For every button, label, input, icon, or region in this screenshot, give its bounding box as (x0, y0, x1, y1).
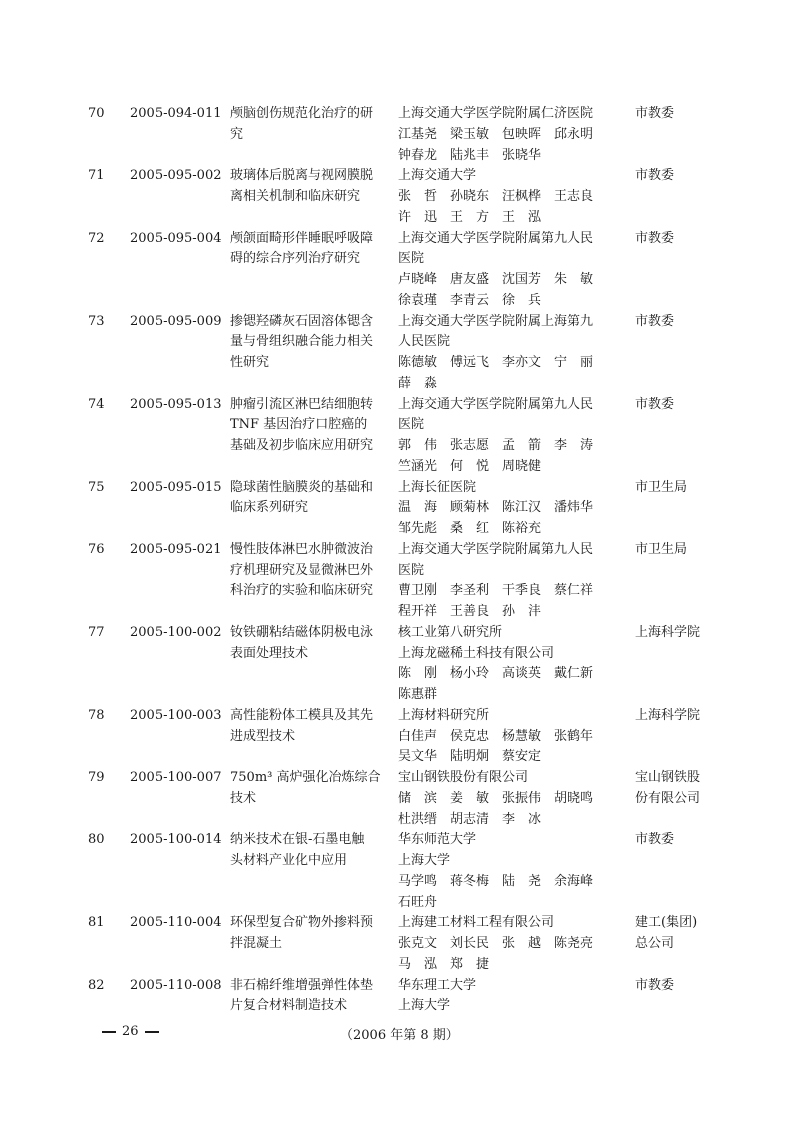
personnel-line (398, 291, 620, 312)
entry-code: 2005-100-002 (130, 624, 222, 640)
person-name: 江基尧 (398, 126, 438, 142)
person-name: 刘长民 (450, 936, 490, 951)
project-title-line: 玻璃体后脱离与视网膜脱 (230, 168, 374, 184)
organization-line: 华东理工大学 (398, 977, 477, 993)
page-number (96, 1024, 165, 1039)
entry-number: 71 (88, 168, 105, 184)
person-name: 陆 尧 (502, 873, 542, 889)
organization-line: 上海大学 (398, 998, 451, 1014)
entry-code: 2005-110-008 (130, 977, 222, 993)
person-name: 高谈英 (502, 666, 542, 682)
person-name: 顾菊林 (450, 500, 490, 516)
person-name: 孟 箭 (502, 438, 542, 453)
person-name: 蔡仁祥 (554, 583, 594, 599)
person-name: 郭 伟 (398, 438, 438, 453)
person-name: 徐 兵 (502, 292, 542, 308)
person-name: 李 冰 (502, 811, 542, 827)
entry-number: 74 (88, 396, 105, 412)
person-name: 梁玉敏 (450, 126, 490, 142)
person-name: 孙 沣 (502, 604, 542, 619)
project-title-line: 纳米技术在银-石墨电触 (230, 832, 365, 848)
person-name: 张振伟 (502, 790, 542, 806)
department-line: 上海科学院 (635, 624, 701, 640)
project-title (230, 768, 385, 810)
person-name: 傅远飞 (450, 355, 490, 370)
organization-line: 上海交通大学医学院附属第九人民 (398, 396, 594, 412)
department-line: 市教委 (635, 230, 675, 246)
person-name: 姜 敏 (450, 790, 490, 806)
organization-line: 上海长征医院 (398, 479, 477, 495)
project-title-line: 颅颌面畸形伴睡眠呼吸障 (230, 230, 374, 246)
entry-code: 2005-095-021 (130, 541, 222, 557)
organization-line: 核工业第八研究所 (398, 624, 503, 640)
person-name: 胡晓鸣 (554, 790, 594, 806)
personnel-line (398, 208, 620, 229)
recommending-department (635, 768, 710, 810)
organization-line: 上海大学 (398, 853, 451, 868)
personnel-line (398, 602, 620, 623)
person-name: 侯克忠 (450, 728, 490, 744)
personnel-line (398, 893, 620, 914)
entry-code: 2005-094-011 (130, 106, 222, 121)
recommending-department (635, 104, 710, 125)
department-line: 总公司 (635, 936, 675, 951)
organizations (398, 104, 620, 166)
person-name: 张克文 (398, 936, 438, 951)
person-name: 宁 丽 (554, 355, 594, 370)
person-name: 蔡安定 (502, 749, 542, 765)
personnel-line (398, 685, 620, 706)
project-title-line: 性研究 (230, 355, 270, 370)
dash-left (102, 1031, 116, 1033)
person-name: 张 越 (502, 936, 542, 951)
entry-code: 2005-095-002 (130, 168, 222, 184)
department-line: 市教委 (635, 977, 675, 993)
organization-line: 上海交通大学 (398, 168, 477, 184)
person-name: 王 泓 (502, 209, 542, 225)
person-name: 张晓华 (502, 147, 542, 163)
project-title (230, 104, 385, 146)
organizations (398, 913, 620, 975)
entry-code: 2005-095-009 (130, 313, 222, 329)
recommending-department (635, 913, 710, 955)
entry-number: 70 (88, 106, 105, 121)
personnel-line (398, 374, 620, 395)
person-name: 蒋冬梅 (450, 873, 490, 889)
recommending-department (635, 312, 710, 333)
organization-line: 人民医院 (398, 334, 451, 350)
entry-number: 73 (88, 313, 105, 329)
project-title-line: 究 (230, 126, 244, 142)
personnel-line (398, 955, 620, 976)
person-name: 包映晖 (502, 126, 542, 142)
organizations (398, 166, 620, 228)
person-name: 陈德敏 (398, 355, 438, 370)
project-title (230, 913, 385, 955)
person-name: 薛 淼 (398, 375, 438, 391)
department-line: 上海科学院 (635, 707, 701, 723)
person-name: 郑 捷 (450, 956, 490, 972)
person-name: 曹卫刚 (398, 583, 438, 599)
project-title (230, 166, 385, 208)
person-name: 许 迅 (398, 209, 438, 225)
project-title-line: 量与骨组织融合能力相关 (230, 334, 374, 350)
person-name: 何 悦 (450, 458, 490, 474)
personnel-line (398, 270, 620, 291)
project-title-line: 疗机理研究及显微淋巴外 (230, 562, 374, 578)
department-line: 宝山钢铁股 (635, 770, 701, 785)
personnel-line (398, 457, 620, 478)
personnel-line (398, 146, 620, 167)
person-name: 胡志清 (450, 811, 490, 827)
organizations (398, 976, 620, 1018)
organizations (398, 768, 620, 830)
person-name: 汪枫桦 (502, 189, 542, 204)
person-name: 张 哲 (398, 189, 438, 204)
entry-number: 77 (88, 624, 105, 640)
personnel-line (398, 187, 620, 208)
person-name: 吴文华 (398, 749, 438, 765)
person-name: 白佳声 (398, 728, 438, 744)
recommending-department (635, 540, 710, 561)
department-line: 市教委 (635, 313, 675, 329)
project-title (230, 976, 385, 1018)
person-name: 程开祥 (398, 604, 438, 619)
entry-code: 2005-110-004 (130, 915, 222, 931)
project-title (230, 312, 385, 374)
project-title (230, 830, 385, 872)
personnel-line (398, 810, 620, 831)
personnel-line (398, 727, 620, 748)
person-name: 陈江汉 (502, 500, 542, 516)
department-line: 份有限公司 (635, 790, 701, 806)
entry-code: 2005-095-015 (130, 479, 222, 495)
entry-number: 72 (88, 230, 105, 246)
personnel-line (398, 747, 620, 768)
recommending-department (635, 976, 710, 997)
organization-line: 上海交通大学医学院附属第九人民 (398, 230, 594, 246)
organization-line: 上海建工材料工程有限公司 (398, 915, 555, 931)
entry-number: 75 (88, 479, 105, 495)
recommending-department (635, 478, 710, 499)
project-title-line: 环保型复合矿物外掺料预 (230, 915, 374, 931)
project-title-line: 掺锶羟磷灰石固溶体锶含 (230, 313, 374, 329)
person-name: 温 海 (398, 500, 438, 516)
person-name: 徐袁瑾 (398, 292, 438, 308)
person-name: 王善良 (450, 604, 490, 619)
organization-line: 上海交通大学医学院附属仁济医院 (398, 106, 594, 121)
person-name: 石旺舟 (398, 894, 438, 910)
organization-line: 上海交通大学医学院附属上海第九 (398, 313, 594, 329)
personnel-line (398, 581, 620, 602)
organizations (398, 540, 620, 623)
personnel-line (398, 498, 620, 519)
organizations (398, 312, 620, 395)
person-name: 桑 红 (450, 521, 490, 536)
person-name: 陈 刚 (398, 666, 438, 682)
personnel-line (398, 789, 620, 810)
person-name: 王志良 (554, 189, 594, 204)
project-title-line: 750m³ 高炉强化冶炼综合 (230, 770, 381, 785)
person-name: 唐友盛 (450, 272, 490, 287)
personnel-line (398, 353, 620, 374)
project-title-line: 临床系列研究 (230, 500, 309, 516)
person-name: 干季良 (502, 583, 542, 599)
organization-line: 华东师范大学 (398, 832, 477, 848)
project-title-line: 隐球菌性脑膜炎的基础和 (230, 479, 374, 495)
project-title-line: 离相关机制和临床研究 (230, 189, 361, 204)
person-name: 陆明炯 (450, 749, 490, 765)
recommending-department (635, 830, 710, 851)
person-name: 陈尧亮 (554, 936, 594, 951)
department-line: 市教委 (635, 396, 675, 412)
department-line: 市教委 (635, 106, 675, 121)
person-name: 马学鸣 (398, 873, 438, 889)
page-number-text: 26 (122, 1024, 139, 1039)
personnel-line (398, 872, 620, 893)
recommending-department (635, 395, 710, 416)
personnel-line (398, 934, 620, 955)
person-name: 竺涵光 (398, 458, 438, 474)
entry-number: 79 (88, 770, 105, 785)
person-name: 王 方 (450, 209, 490, 225)
person-name: 沈国芳 (502, 272, 542, 287)
person-name: 周晓健 (502, 458, 542, 474)
project-title-line: 片复合材料制造技术 (230, 998, 348, 1014)
department-line: 市教委 (635, 168, 675, 184)
person-name: 邹先彪 (398, 521, 438, 536)
personnel-line (398, 436, 620, 457)
project-title (230, 229, 385, 271)
person-name: 李青云 (450, 292, 490, 308)
organization-line: 上海交通大学医学院附属第九人民 (398, 541, 594, 557)
project-title (230, 623, 385, 665)
project-title-line: 进成型技术 (230, 728, 296, 744)
dash-right (145, 1031, 159, 1033)
recommending-department (635, 706, 710, 727)
project-title-line: 技术 (230, 790, 257, 806)
person-name: 朱 敏 (554, 272, 594, 287)
person-name: 储 滨 (398, 790, 438, 806)
person-name: 杨慧敏 (502, 728, 542, 744)
project-title-line: 颅脑创伤规范化治疗的研 (230, 106, 374, 121)
personnel-line (398, 125, 620, 146)
entry-number: 82 (88, 977, 105, 993)
person-name: 卢晓峰 (398, 272, 438, 287)
entry-number: 76 (88, 541, 105, 557)
organizations (398, 706, 620, 768)
person-name: 陈惠群 (398, 687, 438, 702)
project-title-line: 表面处理技术 (230, 645, 309, 661)
personnel-line (398, 519, 620, 540)
organizations (398, 830, 620, 913)
project-title-line: 拌混凝土 (230, 936, 283, 951)
entry-number: 80 (88, 832, 105, 848)
entry-code: 2005-100-007 (130, 770, 222, 785)
person-name: 张鹤年 (554, 728, 594, 744)
person-name: 陆兆丰 (450, 147, 490, 163)
person-name: 马 泓 (398, 956, 438, 972)
project-title-line: TNF 基因治疗口腔癌的 (230, 417, 368, 433)
project-title-line: 钕铁硼粘结磁体阴极电泳 (230, 624, 374, 640)
organizations (398, 478, 620, 540)
department-line: 市卫生局 (635, 479, 688, 495)
person-name: 余海峰 (554, 873, 594, 889)
department-line: 市教委 (635, 832, 675, 848)
project-title (230, 706, 385, 748)
recommending-department (635, 623, 710, 644)
organizations (398, 623, 620, 706)
entry-code: 2005-100-014 (130, 832, 222, 848)
project-title-line: 基础及初步临床应用研究 (230, 438, 374, 453)
person-name: 邱永明 (554, 126, 594, 142)
project-title-line: 碍的综合序列治疗研究 (230, 251, 361, 267)
project-title-line: 高性能粉体工模具及其先 (230, 707, 374, 723)
person-name: 戴仁新 (554, 666, 594, 682)
person-name: 钟春龙 (398, 147, 438, 163)
entry-code: 2005-100-003 (130, 707, 222, 723)
project-title-line: 慢性肢体淋巴水肿微波治 (230, 541, 374, 557)
entry-number: 81 (88, 915, 105, 931)
person-name: 杨小玲 (450, 666, 490, 682)
entry-code: 2005-095-013 (130, 396, 222, 412)
organization-line: 医院 (398, 417, 425, 433)
project-title-line: 科治疗的实验和临床研究 (230, 583, 374, 599)
entry-code: 2005-095-004 (130, 230, 222, 246)
organization-line: 上海材料研究所 (398, 707, 490, 723)
project-title (230, 478, 385, 520)
person-name: 杜洪缙 (398, 811, 438, 827)
personnel-line (398, 664, 620, 685)
person-name: 张志愿 (450, 438, 490, 453)
recommending-department (635, 229, 710, 250)
issue-label: （2006 年第 8 期） (340, 1028, 459, 1043)
person-name: 李亦文 (502, 355, 542, 370)
organization-line: 医院 (398, 251, 425, 267)
person-name: 李 涛 (554, 438, 594, 453)
department-line: 建工(集团) (635, 915, 698, 931)
project-title-line: 非石棉纤维增强弹性体垫 (230, 977, 374, 993)
organizations (398, 229, 620, 312)
recommending-department (635, 166, 710, 187)
person-name: 孙晓东 (450, 189, 490, 204)
person-name: 李圣利 (450, 583, 490, 599)
organizations (398, 395, 620, 478)
project-title (230, 395, 385, 457)
project-title-line: 肿瘤引流区淋巴结细胞转 (230, 396, 374, 412)
entry-number: 78 (88, 707, 105, 723)
person-name: 陈裕充 (502, 521, 542, 536)
project-title (230, 540, 385, 602)
organization-line: 宝山钢铁股份有限公司 (398, 770, 529, 785)
project-title-line: 头材料产业化中应用 (230, 853, 348, 868)
department-line: 市卫生局 (635, 541, 688, 557)
organization-line: 医院 (398, 562, 425, 578)
organization-line: 上海龙磁稀土科技有限公司 (398, 645, 555, 661)
person-name: 潘炜华 (554, 500, 594, 516)
